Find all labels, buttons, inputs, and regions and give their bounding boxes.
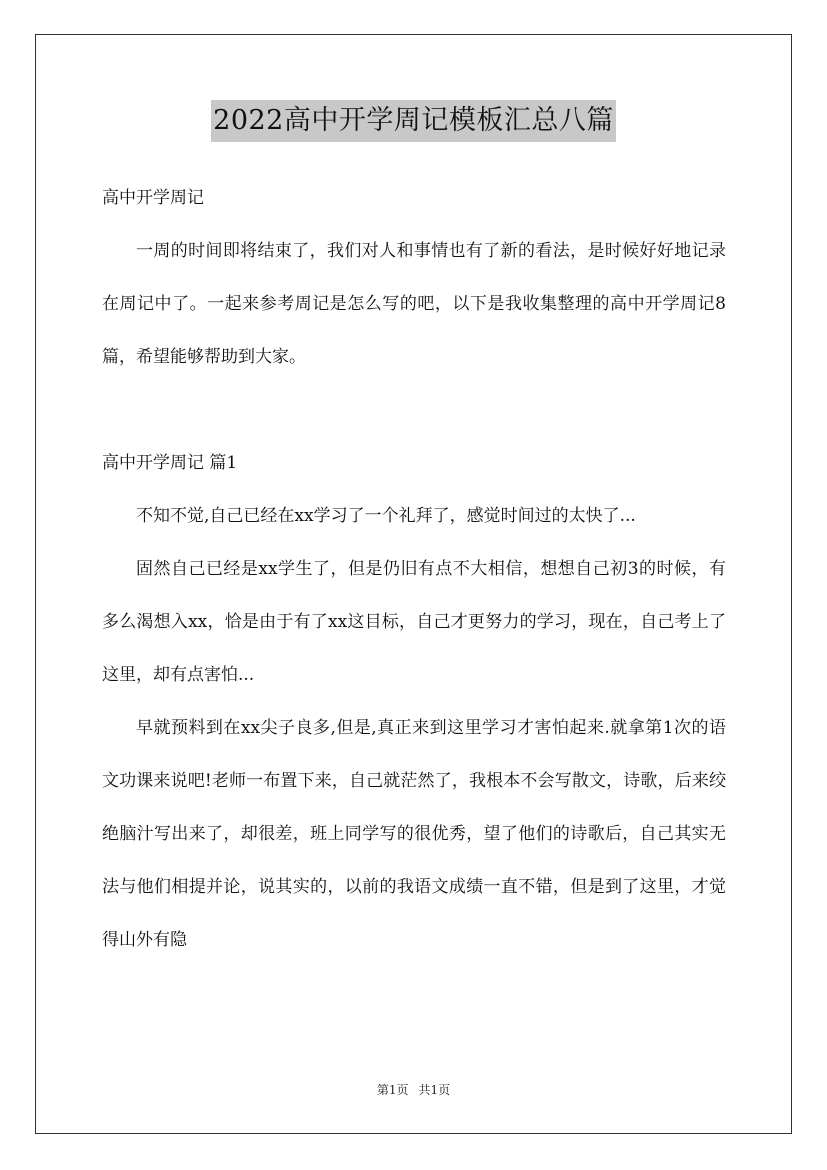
body-paragraph-1: 不知不觉,自己已经在xx学习了一个礼拜了，感觉时间过的太快了... <box>136 506 636 526</box>
document-body <box>102 172 726 967</box>
section-heading: 高中开学周记 篇1 <box>102 453 238 473</box>
section-spacer <box>102 384 726 437</box>
intro-heading: 高中开学周记 <box>102 188 204 208</box>
document-title: 2022高中开学周记模板汇总八篇 <box>211 100 616 142</box>
title-area <box>0 100 827 142</box>
intro-paragraph: 一周的时间即将结束了，我们对人和事情也有了新的看法，是时候好好地记录在周记中了。一起来参考周记是怎么写的吧，以下是我收集整理的高中开学周记8篇，希望能够帮助到大家。 <box>102 241 726 367</box>
body-paragraph-3: 早就预料到在xx尖子良多,但是,真正来到这里学习才害怕起来.就拿第1次的语文功课来说吧!老师一布置下来，自己就茫然了，我根本不会写散文，诗歌，后来绞绝脑汁写出来了，却很差，班上同学写的很优秀，望了他们的诗歌后，自己其实无法与他们相提并论，说其实的，以前的我语文成绩一直不错，但是到了这里，才觉得山外有隐 <box>102 718 726 950</box>
page-number-total: 共1页 <box>418 1083 451 1097</box>
body-paragraph-2: 固然自己已经是xx学生了，但是仍旧有点不大相信，想想自己初3的时候，有多么渴想入xx，恰是由于有了xx这目标，自己才更努力的学习，现在，自己考上了这里，却有点害怕... <box>102 559 726 685</box>
page-footer <box>0 1082 827 1098</box>
page-number-current: 第1页 <box>376 1083 409 1097</box>
